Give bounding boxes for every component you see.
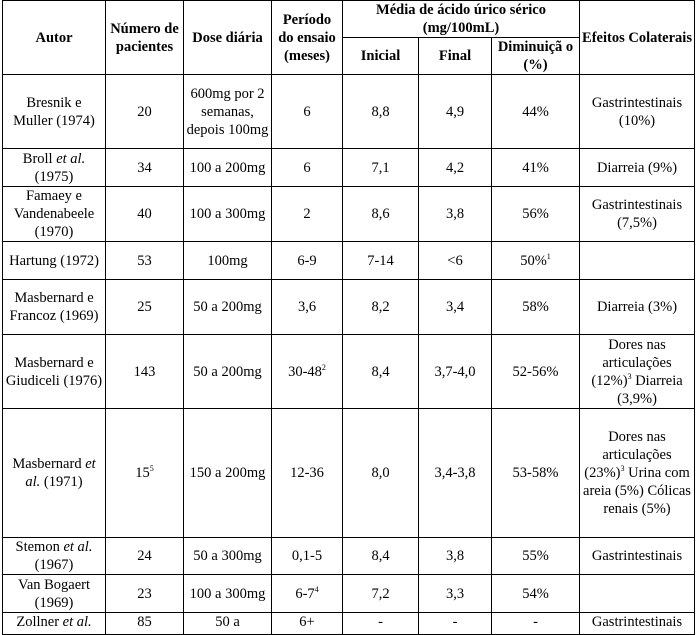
table-row	[3, 575, 695, 613]
cell-diminuicao: 56%	[492, 187, 580, 242]
table-row	[3, 335, 695, 409]
cell-periodo: 3,6	[272, 280, 343, 335]
footnote-marker: 3	[620, 464, 625, 473]
cell-autor: Masbernard et al. (1971)	[3, 409, 106, 538]
header-row	[3, 1, 695, 38]
cell-final: 3,4-3,8	[419, 409, 492, 538]
cell-pacientes: 53	[106, 242, 184, 280]
header-efeitos: Efeitos Colaterais	[580, 1, 695, 75]
cell-pacientes: 20	[106, 75, 184, 149]
table-row	[3, 538, 695, 575]
footnote-marker: 5	[149, 464, 154, 473]
cell-inicial: 7,2	[343, 575, 419, 613]
cell-autor: Bresnik e Muller (1974)	[3, 75, 106, 149]
cell-inicial: 7-14	[343, 242, 419, 280]
cell-efeitos: Gastrintestinais (10%)	[580, 75, 695, 149]
cell-inicial: -	[343, 613, 419, 635]
table-row	[3, 613, 695, 635]
cell-pacientes: 34	[106, 149, 184, 187]
cell-pacientes: 25	[106, 280, 184, 335]
cell-diminuicao: 50%$^1$	[492, 242, 580, 280]
header-diminuicao: Diminuiçã o (%)	[492, 38, 580, 75]
cell-autor: Van Bogaert (1969)	[3, 575, 106, 613]
header-periodo: Período do ensaio (meses)	[272, 1, 343, 75]
cell-diminuicao: 58%	[492, 280, 580, 335]
cell-dose: 50 a 200mg	[184, 335, 272, 409]
cell-diminuicao: 54%	[492, 575, 580, 613]
cell-diminuicao: 55%	[492, 538, 580, 575]
header-dose: Dose diária	[184, 1, 272, 75]
cell-periodo: $30-48^2$	[272, 335, 343, 409]
cell-final: 3,4	[419, 280, 492, 335]
cell-dose: 100 a 300mg	[184, 575, 272, 613]
cell-final: 4,9	[419, 75, 492, 149]
header-inicial: Inicial	[343, 38, 419, 75]
cell-dose: 50 a 200mg	[184, 280, 272, 335]
cell-efeitos: Dores nas articulações $(12\%)^3$ Diarreia (3,9%)	[580, 335, 695, 409]
table-row	[3, 149, 695, 187]
cell-inicial: 8,2	[343, 280, 419, 335]
cell-periodo: 2	[272, 187, 343, 242]
cell-inicial: 8,6	[343, 187, 419, 242]
cell-dose: 150 a 200mg	[184, 409, 272, 538]
table-row	[3, 75, 695, 149]
cell-pacientes: $15^5$	[106, 409, 184, 538]
cell-periodo: 6	[272, 149, 343, 187]
footnote-marker: 2	[321, 362, 326, 372]
cell-efeitos	[580, 242, 695, 280]
cell-inicial: 7,1	[343, 149, 419, 187]
footnote-marker: 4	[314, 584, 319, 594]
cell-pacientes: 23	[106, 575, 184, 613]
cell-pacientes: 40	[106, 187, 184, 242]
header-pacientes: Número de pacientes	[106, 1, 184, 75]
cell-dose: 50 a 300mg	[184, 538, 272, 575]
cell-final: <6	[419, 242, 492, 280]
cell-efeitos: Gastrintestinais	[580, 613, 695, 635]
table-row	[3, 242, 695, 280]
cell-final: 3,3	[419, 575, 492, 613]
cell-diminuicao: -	[492, 613, 580, 635]
cell-efeitos: Gastrintestinais (7,5%)	[580, 187, 695, 242]
cell-inicial: 8,4	[343, 335, 419, 409]
cell-dose: 50 a	[184, 613, 272, 635]
table-row	[3, 280, 695, 335]
cell-pacientes: 143	[106, 335, 184, 409]
cell-final: 3,8	[419, 187, 492, 242]
cell-periodo: 6-9	[272, 242, 343, 280]
cell-diminuicao: 52-56%	[492, 335, 580, 409]
cell-periodo: 12-36	[272, 409, 343, 538]
table-row	[3, 187, 695, 242]
cell-inicial: 8,0	[343, 409, 419, 538]
cell-periodo: $6-7^4$	[272, 575, 343, 613]
cell-autor: Hartung (1972)	[3, 242, 106, 280]
cell-periodo: 6	[272, 75, 343, 149]
table-row	[3, 409, 695, 538]
cell-efeitos: Gastrintestinais	[580, 538, 695, 575]
cell-pacientes: 85	[106, 613, 184, 635]
cell-diminuicao: 53-58%	[492, 409, 580, 538]
header-autor: Autor	[3, 1, 106, 75]
cell-final: 3,7-4,0	[419, 335, 492, 409]
cell-dose: 100 a 200mg	[184, 149, 272, 187]
cell-diminuicao: 44%	[492, 75, 580, 149]
cell-autor: Masbernard e Francoz (1969)	[3, 280, 106, 335]
cell-final: 4,2	[419, 149, 492, 187]
cell-final: -	[419, 613, 492, 635]
cell-autor: Stemon et al. (1967)	[3, 538, 106, 575]
cell-autor: Zollner et al.	[3, 613, 106, 635]
cell-diminuicao: 41%	[492, 149, 580, 187]
footnote-marker: 1	[546, 251, 551, 261]
cell-dose: 600mg por 2 semanas, depois 100mg	[184, 75, 272, 149]
uric-acid-table	[2, 0, 695, 635]
cell-inicial: 8,4	[343, 538, 419, 575]
cell-efeitos	[580, 575, 695, 613]
header-media: Média de ácido úrico sérico (mg/100mL)	[343, 1, 580, 38]
cell-efeitos: Diarreia (9%)	[580, 149, 695, 187]
cell-dose: 100mg	[184, 242, 272, 280]
cell-efeitos: Diarreia (3%)	[580, 280, 695, 335]
cell-autor: Masbernard e Giudiceli (1976)	[3, 335, 106, 409]
cell-autor: Broll et al. (1975)	[3, 149, 106, 187]
cell-inicial: 8,8	[343, 75, 419, 149]
cell-dose: 100 a 300mg	[184, 187, 272, 242]
header-final: Final	[419, 38, 492, 75]
cell-autor: Famaey e Vandenabeele (1970)	[3, 187, 106, 242]
footnote-marker: 3	[627, 371, 632, 381]
cell-final: 3,8	[419, 538, 492, 575]
cell-pacientes: 24	[106, 538, 184, 575]
cell-periodo: 6+	[272, 613, 343, 635]
cell-efeitos: Dores nas articulações $(23\%)^3$ Urina com areia (5%) Cólicas renais (5%)	[580, 409, 695, 538]
cell-periodo: 0,1-5	[272, 538, 343, 575]
